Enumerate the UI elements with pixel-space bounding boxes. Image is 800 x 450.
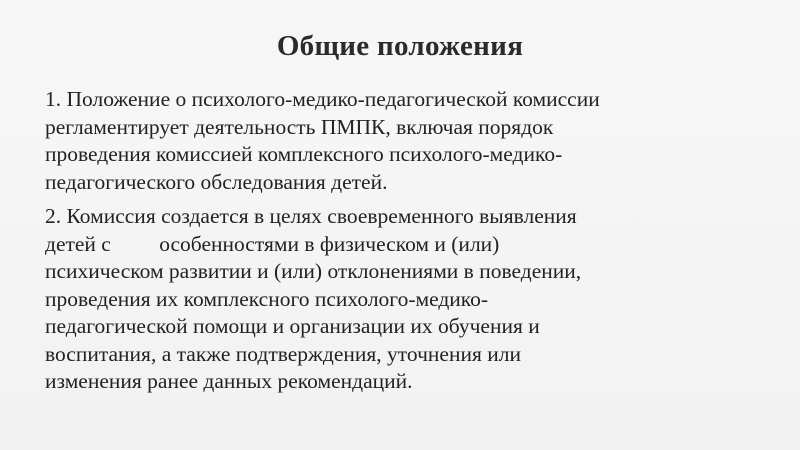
paragraph-line: проведения комиссией комплексного психолого-медико- bbox=[45, 142, 563, 166]
slide-body bbox=[45, 86, 765, 403]
paragraph-line: психическом развитии и (или) отклонениями в поведении, bbox=[45, 259, 582, 283]
paragraph-line: 1. Положение о психолого-медико-педагогической комиссии bbox=[45, 87, 600, 111]
paragraph-line: проведения их комплексного психолого-медико- bbox=[45, 286, 489, 311]
paragraph-line: педагогической помощи и организации их обучения и bbox=[45, 314, 540, 338]
paragraph-2 bbox=[45, 203, 765, 396]
paragraph-line: изменения ранее данных рекомендаций. bbox=[45, 369, 413, 393]
paragraph-line: воспитания, а также подтверждения, уточнения или bbox=[45, 341, 521, 366]
paragraph-line: 2. Комиссия создается в целях своевременного выявления bbox=[45, 204, 577, 228]
paragraph-line: детей с особенностями в физическом и (или) bbox=[45, 231, 500, 256]
slide-title: Общие положения bbox=[276, 30, 524, 62]
paragraph-1 bbox=[45, 86, 765, 196]
paragraph-line: педагогического обследования детей. bbox=[45, 169, 388, 194]
paragraph-line: регламентирует деятельность ПМПК, включая порядок bbox=[45, 114, 554, 139]
